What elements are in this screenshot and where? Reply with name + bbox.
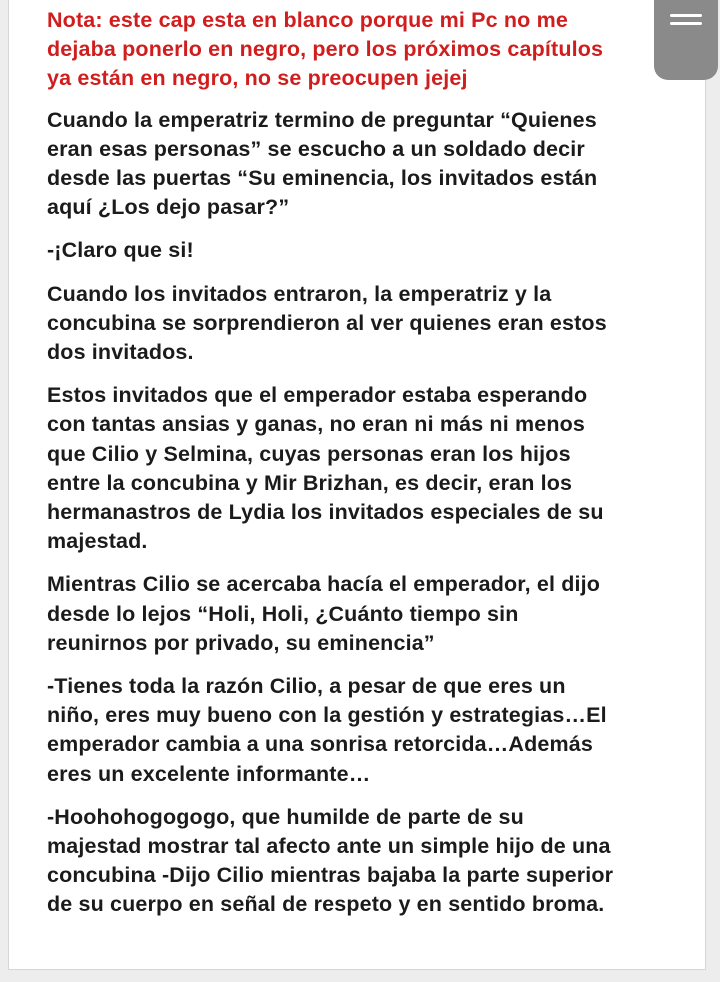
paragraph-2: -¡Claro que si! (47, 238, 194, 263)
paragraph-7: -Hoohohogogogo, que humilde de parte de su majestad mostrar tal afecto ante un simple hijo de una concubina -Dijo Cilio mientras bajaba la parte superior de su cuerpo en señal de respeto y en sentido broma. (47, 804, 614, 917)
menu-tab-button[interactable] (654, 0, 718, 80)
author-note: Nota: este cap esta en blanco porque mi Pc no me dejaba ponerlo en negro, pero los próximos capítulos ya están en negro, no se preocupen jejej (47, 8, 604, 91)
paragraph-5: Mientras Cilio se acercaba hacía el emperador, el dijo desde lo lejos “Holi, Holi, ¿Cuánto tiempo sin reunirnos por privado, su eminencia” (47, 572, 601, 655)
document-page (8, 0, 706, 970)
document-content (47, 6, 687, 934)
paragraph-1: Cuando la emperatriz termino de preguntar “Quienes eran esas personas” se escucho a un soldado decir desde las puertas “Su eminencia, los invitados están aquí ¿Los dejo pasar?” (47, 107, 598, 220)
paragraph-3: Cuando los invitados entraron, la emperatriz y la concubina se sorprendieron al ver quienes eran estos dos invitados. (47, 281, 607, 365)
paragraph-4: Estos invitados que el emperador estaba esperando con tantas ansias y ganas, no eran ni más ni menos que Cilio y Selmina, cuyas personas eran los hijos entre la concubina y Mir Brizhan, es decir, eran los hermanastros de Lydia los invitados especiales de su majestad. (47, 383, 604, 554)
paragraph-6: -Tienes toda la razón Cilio, a pesar de que eres un niño, eres muy bueno con la gestión y estrategias…El emperador cambia a una sonrisa retorcida…Además eres un excelente informante… (47, 674, 607, 786)
